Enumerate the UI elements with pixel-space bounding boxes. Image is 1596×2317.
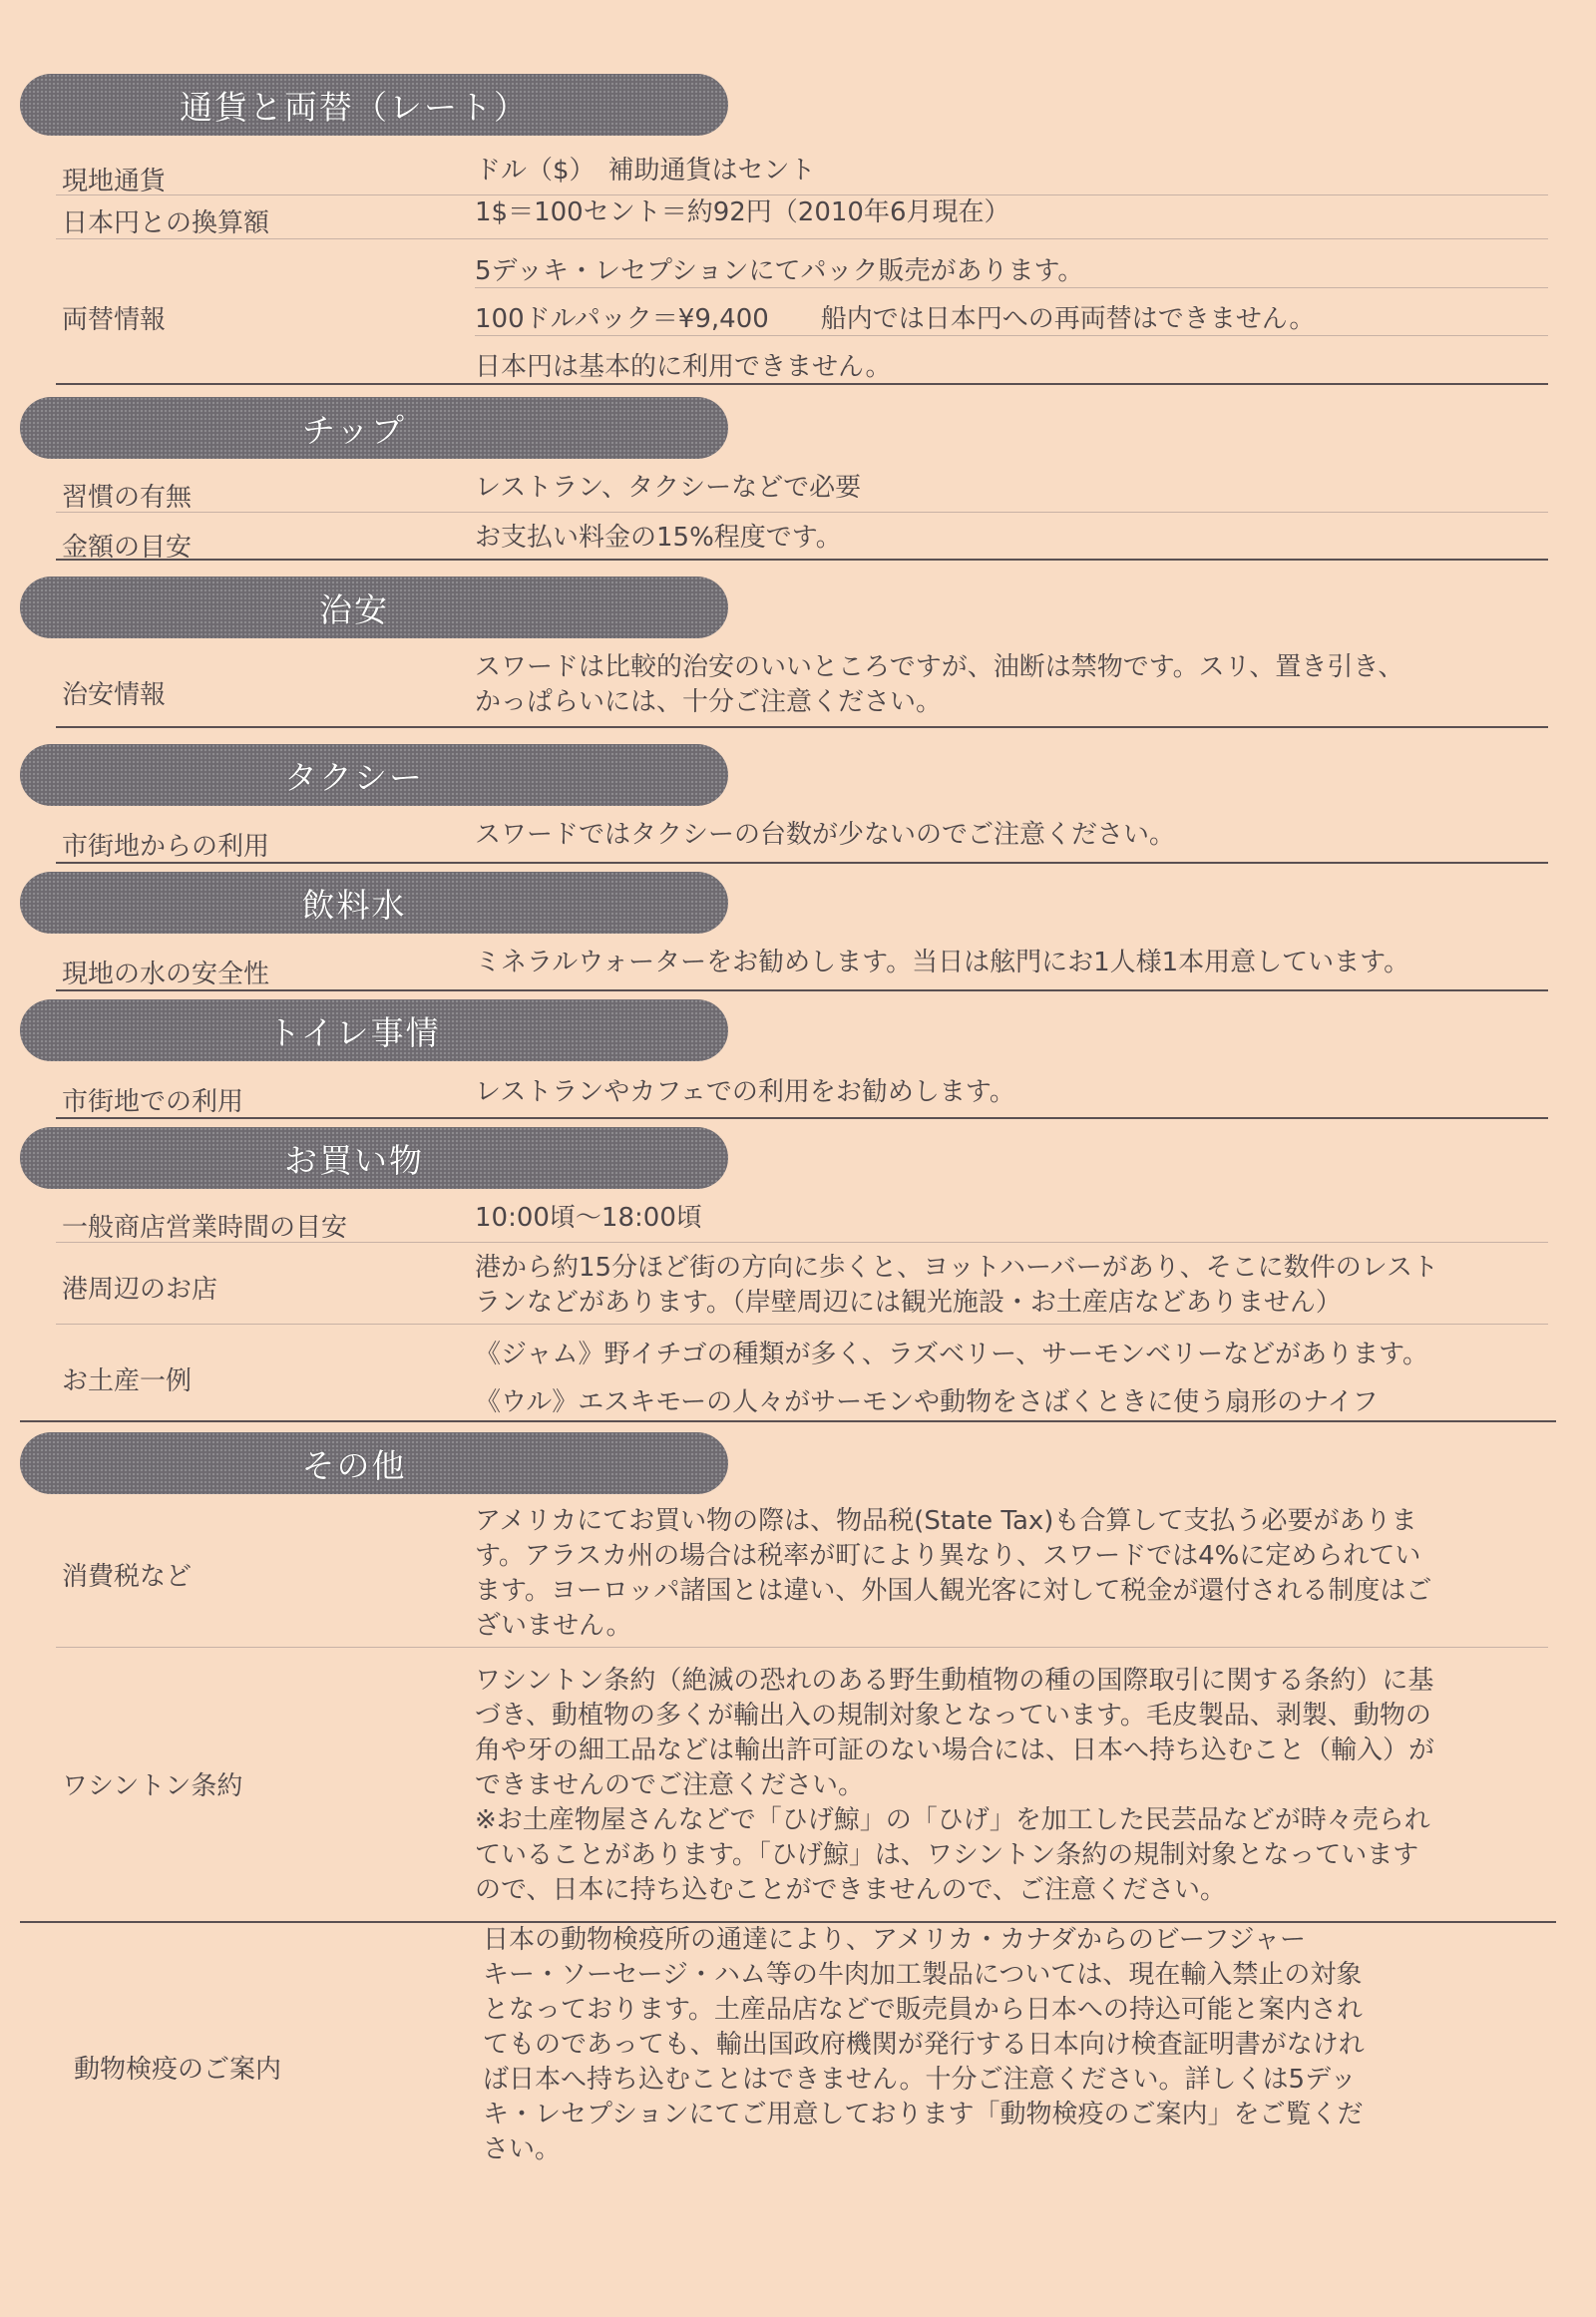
row-label: 市街地からの利用 (62, 832, 270, 862)
text-line: ランなどがあります。（岸壁周辺には観光施設・お土産店などありません） (475, 1288, 1342, 1318)
text-line: づき、動植物の多くが輸出入の規制対象となっています。毛皮製品、剥製、動物の (475, 1701, 1431, 1731)
table-row-souvenir (20, 1325, 1556, 1422)
table-row-shop-hours (56, 1197, 1548, 1243)
text-line: ます。ヨーロッパ諸国とは違い、外国人観光客に対して税金が還付される制度はご (475, 1576, 1432, 1606)
section-header-safety (20, 577, 728, 638)
text-line: 5デッキ・レセプションにてパック販売があります。 (475, 256, 1084, 286)
text-line: キ・レセプションにてご用意しております「動物検疫のご案内」をご覧くだ (483, 2100, 1364, 2129)
text-line: ていることがあります。「ひげ鯨」は、ワシントン条約の規制対象となっています (475, 1840, 1419, 1870)
section-header-shopping (20, 1127, 728, 1189)
divider (475, 335, 1548, 336)
section-title: 飲料水 (301, 885, 407, 925)
row-value (475, 247, 1548, 391)
row-value (483, 1923, 1548, 2167)
row-value (475, 1331, 1556, 1426)
row-label: 日本円との換算額 (62, 208, 270, 238)
row-label: 治安情報 (62, 680, 167, 710)
row-value: ドル（$） 補助通貨はセント (475, 156, 816, 186)
row-value (475, 1664, 1556, 1908)
table-row-toilet-use (56, 1067, 1548, 1119)
text-line: できませんのでご注意ください。 (475, 1770, 865, 1800)
row-label: 消費税など (62, 1562, 193, 1592)
row-label: 港周辺のお店 (62, 1275, 218, 1305)
section-header-other (20, 1432, 728, 1494)
text-line: 角や牙の細工品などは輸出許可証のない場合には、日本へ持ち込むこと（輸入）が (475, 1736, 1435, 1765)
row-label: 動物検疫のご案内 (74, 2055, 282, 2085)
section-title: チップ (301, 410, 406, 450)
text-line: 《ウル》エスキモーの人々がサーモンや動物をさばくときに使う扇形のナイフ (475, 1387, 1379, 1417)
text-line: ば日本へ持ち込むことはできません。十分ご注意ください。詳しくは5デッ (483, 2065, 1357, 2095)
row-label: 現地の水の安全性 (62, 960, 270, 989)
table-row-animal-quarantine (76, 1923, 1548, 2182)
table-row-taxi-use (56, 812, 1548, 864)
table-row-washington-convention (20, 1648, 1556, 1923)
section-title: 通貨と両替（レート） (180, 87, 529, 127)
text-line: 港から約15分ほど街の方向に歩くと、ヨットハーバーがあり、そこに数件のレスト (475, 1253, 1438, 1283)
text-line: てものであっても、輸出国政府機関が発行する日本向け検査証明書がなけれ (483, 2030, 1365, 2060)
text-line: 《ジャム》野イチゴの種類が多く、ラズベリー、サーモンベリーなどがあります。 (475, 1340, 1429, 1369)
row-value: ミネラルウォーターをお勧めします。当日は舷門にお1人様1本用意しています。 (475, 948, 1410, 977)
text-line: ※お土産物屋さんなどで「ひげ鯨」の「ひげ」を加工した民芸品などが時々売られ (475, 1805, 1430, 1835)
text-line: ので、日本に持ち込むことができませんので、ご注意ください。 (475, 1875, 1226, 1905)
table-row-tip-custom (56, 469, 1548, 513)
row-value (475, 1251, 1548, 1321)
row-value: レストラン、タクシーなどで必要 (475, 473, 862, 503)
table-row-tip-amount (56, 513, 1548, 561)
row-value: お支払い料金の15%程度です。 (475, 523, 842, 553)
text-line: 日本円は基本的に利用できません。 (475, 352, 892, 382)
table-row-safety-info (56, 644, 1548, 728)
row-value (475, 650, 1548, 720)
section-title: トイレ事情 (267, 1012, 441, 1052)
row-value: 10:00頃～18:00頃 (475, 1203, 702, 1233)
table-row-water-safety (56, 940, 1548, 991)
table-row-exchange-rate (56, 195, 1548, 239)
table-row-port-shops (56, 1243, 1548, 1325)
row-label: お土産一例 (62, 1366, 193, 1396)
text-line: す。アラスカ州の場合は税率が町により異なり、スワードでは4%に定められてい (475, 1541, 1421, 1571)
section-title: 治安 (319, 589, 389, 629)
row-value: スワードではタクシーの台数が少ないのでご注意ください。 (475, 820, 1176, 850)
row-value: 1$＝100セント＝約92円（2010年6月現在） (475, 197, 1010, 227)
row-label: 両替情報 (62, 305, 167, 335)
row-value: レストランやカフェでの利用をお勧めします。 (475, 1077, 1015, 1107)
row-label: 金額の目安 (62, 533, 193, 563)
text-line: さい。 (483, 2134, 562, 2164)
text-line: 100ドルパック＝¥9,400 船内では日本円への再両替はできません。 (475, 304, 1316, 334)
row-label: 現地通貨 (62, 167, 167, 196)
row-label: 一般商店営業時間の目安 (62, 1213, 348, 1243)
section-title: お買い物 (284, 1140, 424, 1180)
divider (475, 287, 1548, 288)
text-line: ワシントン条約（絶滅の恐れのある野生動植物の種の国際取引に関する条約）に基 (475, 1666, 1434, 1696)
section-header-taxi (20, 744, 728, 806)
text-line: アメリカにてお買い物の際は、物品税(State Tax)も合算して支払う必要がありま (475, 1506, 1417, 1536)
text-line: となっております。土産品店などで販売員から日本への持込可能と案内され (483, 1995, 1363, 2025)
text-line: 日本の動物検疫所の通達により、アメリカ・カナダからのビーフジャー (483, 1925, 1306, 1955)
section-header-water (20, 872, 728, 934)
table-row-local-currency (56, 152, 1548, 195)
section-title: その他 (301, 1445, 407, 1485)
text-line: かっぱらいには、十分ご注意ください。 (475, 687, 943, 717)
row-value (475, 1504, 1548, 1644)
row-label: 習慣の有無 (62, 483, 193, 513)
row-label: 市街地での利用 (62, 1087, 244, 1117)
table-row-exchange-info (56, 239, 1548, 385)
section-title: タクシー (284, 757, 424, 797)
text-line: ざいません。 (475, 1611, 632, 1641)
section-header-currency (20, 74, 728, 136)
row-label: ワシントン条約 (62, 1771, 243, 1801)
section-header-toilet (20, 999, 728, 1061)
text-line: キー・ソーセージ・ハム等の牛肉加工製品については、現在輸入禁止の対象 (483, 1960, 1363, 1990)
section-header-tip (20, 397, 728, 459)
table-row-consumption-tax (56, 1502, 1548, 1648)
text-line: スワードは比較的治安のいいところですが、油断は禁物です。スリ、置き引き、 (475, 652, 1404, 682)
